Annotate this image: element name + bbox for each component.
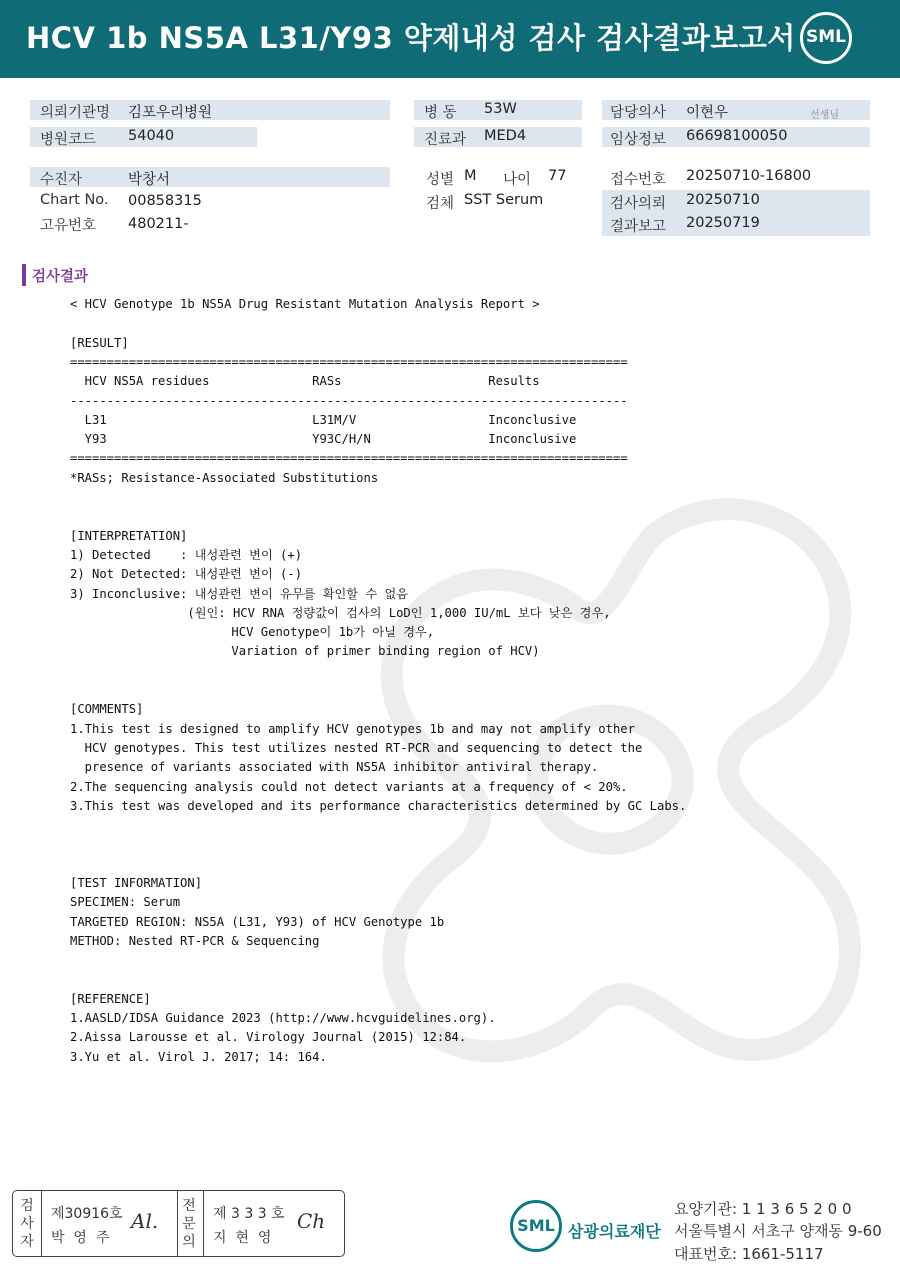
age-value: 77 [548, 168, 567, 184]
institution-code: 요양기관: 1 1 3 6 5 2 0 0 [674, 1200, 852, 1218]
report-line: SPECIMEN: Serum [70, 895, 181, 910]
report-line: ============================================================================ [70, 354, 628, 369]
id-value: 480211- [128, 216, 189, 232]
dept-value: MED4 [484, 128, 527, 144]
report-line: TARGETED REGION: NS5A (L31, Y93) of HCV Genotype 1b [70, 914, 445, 929]
signature-divider [177, 1191, 178, 1256]
organization-name: 삼광의료재단 [568, 1222, 661, 1241]
receipt-value: 20250710-16800 [686, 168, 812, 184]
report-line: HCV NS5A residues RASs Results [70, 374, 540, 389]
report-line: [TEST INFORMATION] [70, 876, 203, 890]
report-line: 1.AASLD/IDSA Guidance 2023 (http://www.hcvguidelines.org). [70, 1011, 496, 1026]
report-line: 3) Inconclusive: 내성관련 변이 유무를 확인할 수 없음 [70, 586, 409, 601]
report-line: 3.This test was developed and its performance characteristics determined by GC Labs. [70, 798, 687, 813]
doctor-label: 담당의사 [610, 105, 667, 121]
report-title: HCV 1b NS5A L31/Y93 약제내성 검사 검사결과보고서 [26, 21, 796, 55]
report-line: 2) Not Detected: 내성관련 변이 (-) [70, 567, 303, 582]
report-line: Y93 Y93C/H/N Inconclusive [70, 432, 577, 447]
report-line: (원인: HCV RNA 정량값이 검사의 LoD인 1,000 IU/mL 보다 낮은 경우, [70, 605, 611, 620]
report-line: ============================================================================ [70, 451, 628, 466]
patient-name-value: 박창서 [128, 172, 171, 188]
report-line: [INTERPRETATION] [70, 528, 188, 543]
report-line: [COMMENTS] [70, 702, 144, 717]
phone: 대표번호: 1661-5117 [674, 1245, 824, 1263]
hospital-value: 김포우리병원 [128, 105, 213, 121]
specimen-label: 검체 [426, 196, 455, 212]
report-line: presence of variants associated with NS5A inhibitor antiviral therapy. [70, 760, 599, 775]
hospital-code-value: 54040 [128, 128, 175, 144]
report-line: 1.This test is designed to amplify HCV genotypes 1b and may not amplify other [70, 721, 635, 736]
report-line: L31 L31M/V Inconclusive [70, 412, 577, 427]
signature-divider [203, 1191, 204, 1256]
specialist-label: 전 문 의 [182, 1198, 196, 1250]
footer-logo-text: SML [517, 1216, 555, 1235]
signature-divider [41, 1191, 42, 1256]
specimen-value: SST Serum [464, 192, 544, 208]
age-label: 나이 [503, 172, 532, 188]
sex-value: M [464, 168, 477, 184]
address: 서울특별시 서초구 양재동 9-60 [674, 1222, 882, 1240]
patient-name-label: 수진자 [40, 172, 83, 188]
report-line: *RASs; Resistance-Associated Substitutions [70, 470, 379, 485]
id-label: 고유번호 [40, 218, 97, 234]
report-line: 1) Detected : 내성관련 변이 (+) [70, 547, 303, 562]
section-title: 검사결과 [32, 269, 89, 285]
report-line: HCV Genotype이 1b가 아닐 경우, [70, 625, 435, 640]
specialist-name: 지 현 영 [213, 1230, 272, 1246]
report-line: 3.Yu et al. Virol J. 2017; 14: 164. [70, 1049, 327, 1064]
report-header [0, 0, 900, 78]
clinical-label: 임상정보 [610, 132, 667, 148]
report-line: 2.Aissa Larousse et al. Virology Journal (2015) 12:84. [70, 1030, 467, 1045]
report-line: [REFERENCE] [70, 991, 151, 1006]
request-value: 20250710 [686, 192, 760, 208]
doctor-value: 이현우 [686, 105, 729, 121]
ward-label: 병 동 [424, 105, 457, 121]
section-marker [22, 264, 26, 286]
report-line: METHOD: Nested RT-PCR & Sequencing [70, 933, 320, 948]
receipt-label: 접수번호 [610, 172, 667, 188]
clinical-value: 66698100050 [686, 128, 788, 144]
report-line: 2.The sequencing analysis could not detect variants at a frequency of < 20%. [70, 779, 628, 794]
request-label: 검사의뢰 [610, 196, 667, 212]
sml-logo [800, 12, 852, 64]
report-line: ---------------------------------------------------------------------------- [70, 393, 628, 408]
report-line: Variation of primer binding region of HCV) [70, 644, 540, 659]
hospital-code-label: 병원코드 [40, 132, 97, 148]
dept-label: 진료과 [424, 132, 467, 148]
specialist-signature: Ch [297, 1209, 326, 1233]
patient-name-row-bg [30, 167, 390, 187]
sex-label: 성별 [426, 172, 455, 188]
examiner-label: 검 사 자 [20, 1198, 34, 1250]
examiner-license: 제30916호 [51, 1206, 123, 1222]
specialist-license: 제 3 3 3 호 [213, 1206, 285, 1222]
report-line: < HCV Genotype 1b NS5A Drug Resistant Mutation Analysis Report > [70, 297, 540, 311]
report-date-label: 결과보고 [610, 219, 667, 235]
chart-value: 00858315 [128, 193, 202, 209]
chart-label: Chart No. [40, 192, 109, 208]
signature-box [12, 1190, 345, 1257]
report-date-value: 20250719 [686, 215, 760, 231]
examiner-signature: Al. [131, 1209, 159, 1233]
hospital-label: 의뢰기관명 [40, 105, 111, 121]
sml-logo-text: SML [806, 27, 846, 47]
report-line: HCV genotypes. This test utilizes nested RT-PCR and sequencing to detect the [70, 740, 643, 755]
ward-value: 53W [484, 101, 517, 117]
doctor-suffix: 선생님 [810, 110, 839, 121]
footer-sml-logo [510, 1200, 562, 1252]
report-line: [RESULT] [70, 335, 129, 350]
examiner-name: 박 영 주 [51, 1230, 110, 1246]
